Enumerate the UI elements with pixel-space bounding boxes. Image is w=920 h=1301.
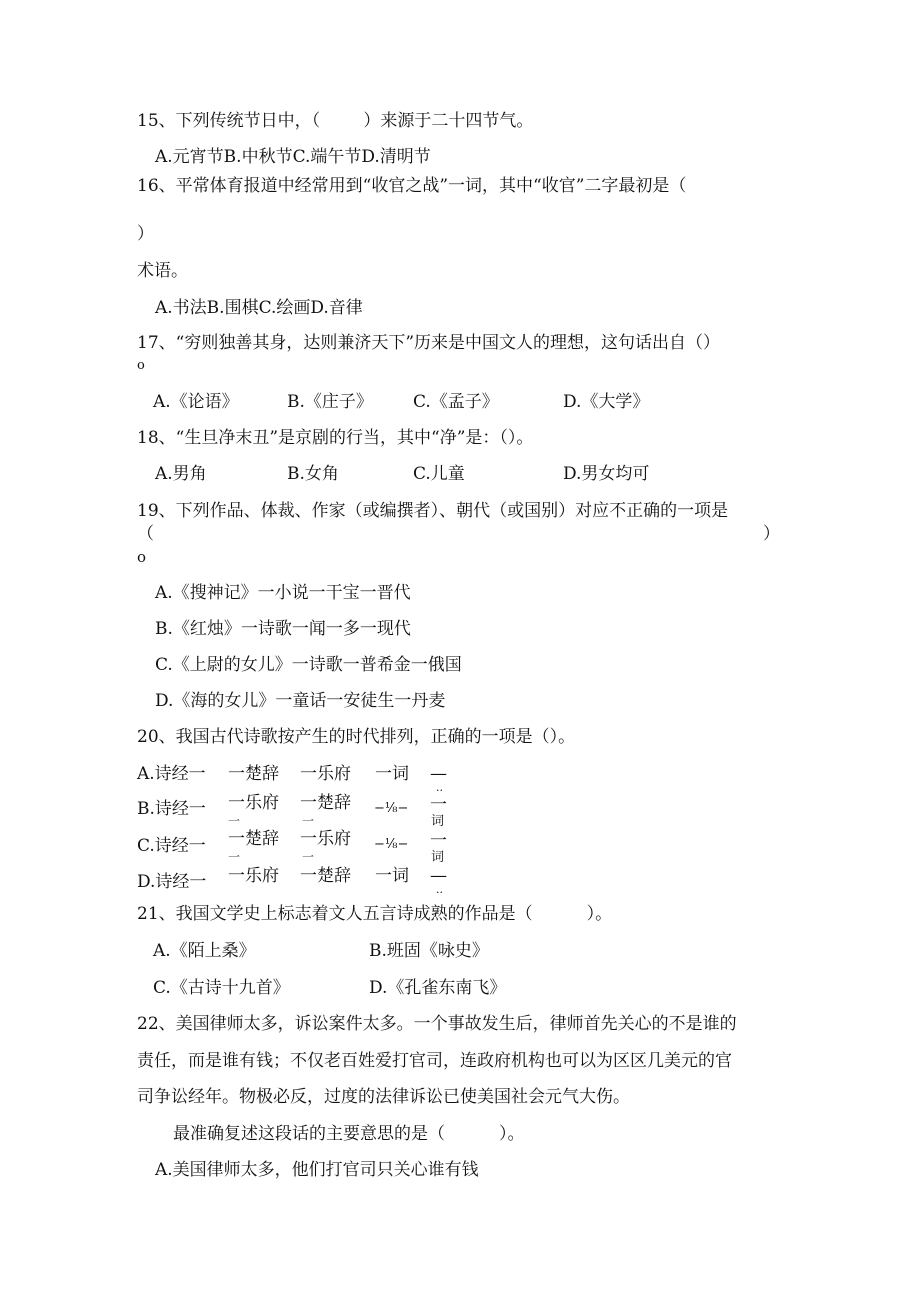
question-17-option-d: D.《大学》 <box>563 392 650 412</box>
question-21-option-b: B.班固《咏史》 <box>369 941 489 961</box>
question-18-option-b: B.女角 <box>287 464 339 484</box>
question-16-stem: 16、平常体育报道中经常用到“收官之战”一词，其中“收官”二字最初是（ <box>137 176 687 196</box>
question-19-close-paren: ） <box>763 524 780 544</box>
question-20-option-d-item-4: — <box>430 866 447 886</box>
question-20-option-a-item-2: 一乐府 <box>300 764 351 784</box>
question-20-stem: 20、我国古代诗歌按产生的时代排列，正确的一项是（）。 <box>137 727 576 747</box>
question-20-option-b-item-3: −⅛− <box>374 801 409 816</box>
question-15-stem: 15、下列传统节日中，（ ）来源于二十四节气。 <box>137 111 534 131</box>
question-20-stray-ci-b: 词 <box>431 814 445 829</box>
question-17-stem: 17、“穷则独善其身，达则兼济天下”历来是中国文人的理想，这句话出自（） <box>137 333 721 353</box>
question-20-stray-dots-bottom: .. <box>436 883 443 896</box>
question-21-option-c: C.《古诗十九首》 <box>153 978 290 998</box>
question-19-tail: o <box>137 548 147 566</box>
question-18-stem: 18、“生旦净末丑”是京剧的行当，其中“净”是：（）。 <box>137 428 534 448</box>
question-20-option-c-item-4: 一 <box>430 831 447 851</box>
question-19-open-paren: （ <box>137 524 154 544</box>
question-18-option-c: C.儿童 <box>413 464 465 484</box>
question-19-option-c: C.《上尉的女儿》一诗歌一普希金一俄国 <box>155 655 462 675</box>
question-20-option-b-item-1: 一乐府 <box>228 793 279 813</box>
question-21-stem: 21、我国文学史上标志着文人五言诗成熟的作品是（ ）。 <box>137 904 613 924</box>
question-20-stray-ci-c: 词 <box>431 850 445 865</box>
question-17-tail: o <box>137 358 145 373</box>
question-20-option-a-item-3: 一词 <box>375 764 409 784</box>
question-17-option-b: B.《庄子》 <box>287 392 373 412</box>
question-20-stray-dash-c-1: 一 <box>228 850 241 864</box>
question-20-option-a-label: A.诗经一 <box>137 764 206 784</box>
question-16-tail: 术语。 <box>137 261 188 281</box>
question-20-stray-dash-b-2: 一 <box>302 814 315 828</box>
question-19-option-a: A.《搜神记》一小说一干宝一晋代 <box>155 583 411 603</box>
question-20-option-b-item-4: 一 <box>430 795 447 815</box>
question-18-option-a: A.男角 <box>155 464 207 484</box>
question-16-options: A.书法B.围棋C.绘画D.音律 <box>155 298 363 318</box>
question-20-stray-dash-c-2: 一 <box>302 850 315 864</box>
question-18-option-d: D.男女均可 <box>563 464 650 484</box>
question-19-option-d: D.《海的女儿》一童话一安徒生一丹麦 <box>155 691 446 711</box>
question-17-option-a: A.《论语》 <box>153 392 239 412</box>
question-20-option-d-item-2: 一楚辞 <box>300 866 351 886</box>
question-20-option-c-item-3: −⅛− <box>374 837 409 852</box>
question-20-option-b-item-2: 一楚辞 <box>300 793 351 813</box>
question-15-options: A.元宵节B.中秋节C.端午节D.清明节 <box>155 147 431 167</box>
question-20-option-c-item-2: 一乐府 <box>300 829 351 849</box>
question-20-option-a-item-1: 一楚辞 <box>228 764 279 784</box>
question-20-option-d-item-3: 一词 <box>375 866 409 886</box>
question-22-paragraph-line-1: 22、美国律师太多，诉讼案件太多。一个事故发生后，律师首先关心的不是谁的 <box>137 1014 737 1034</box>
question-22-prompt: 最准确复述这段话的主要意思的是（ ）。 <box>173 1124 525 1144</box>
question-20-option-d-label: D.诗经一 <box>137 872 207 892</box>
question-22-paragraph-line-3: 司争讼经年。物极必反，过度的法律诉讼已使美国社会元气大伤。 <box>137 1087 630 1107</box>
question-16-close-paren: ） <box>137 224 154 244</box>
question-17-option-c: C.《孟子》 <box>413 392 499 412</box>
question-21-option-d: D.《孔雀东南飞》 <box>369 978 507 998</box>
question-21-option-a: A.《陌上桑》 <box>153 941 256 961</box>
question-20-option-a-item-4: — <box>430 764 447 784</box>
question-20-stray-dots-top: .. <box>436 781 443 794</box>
question-20-option-b-label: B.诗经一 <box>137 799 206 819</box>
question-19-option-b: B.《红烛》一诗歌一闻一多一现代 <box>155 619 411 639</box>
question-20-option-d-item-1: 一乐府 <box>228 866 279 886</box>
question-20-stray-dash-b-1: 一 <box>228 814 241 828</box>
question-22-paragraph-line-2: 责任，而是谁有钱；不仅老百姓爱打官司，连政府机构也可以为区区几美元的官 <box>137 1051 732 1071</box>
question-22-option-a: A.美国律师太多，他们打官司只关心谁有钱 <box>155 1160 479 1180</box>
question-19-stem: 19、下列作品、体裁、作家（或编撰者）、朝代（或国别）对应不正确的一项是 <box>137 501 729 521</box>
question-20-option-c-label: C.诗经一 <box>137 836 206 856</box>
question-20-option-c-item-1: 一楚辞 <box>228 829 279 849</box>
